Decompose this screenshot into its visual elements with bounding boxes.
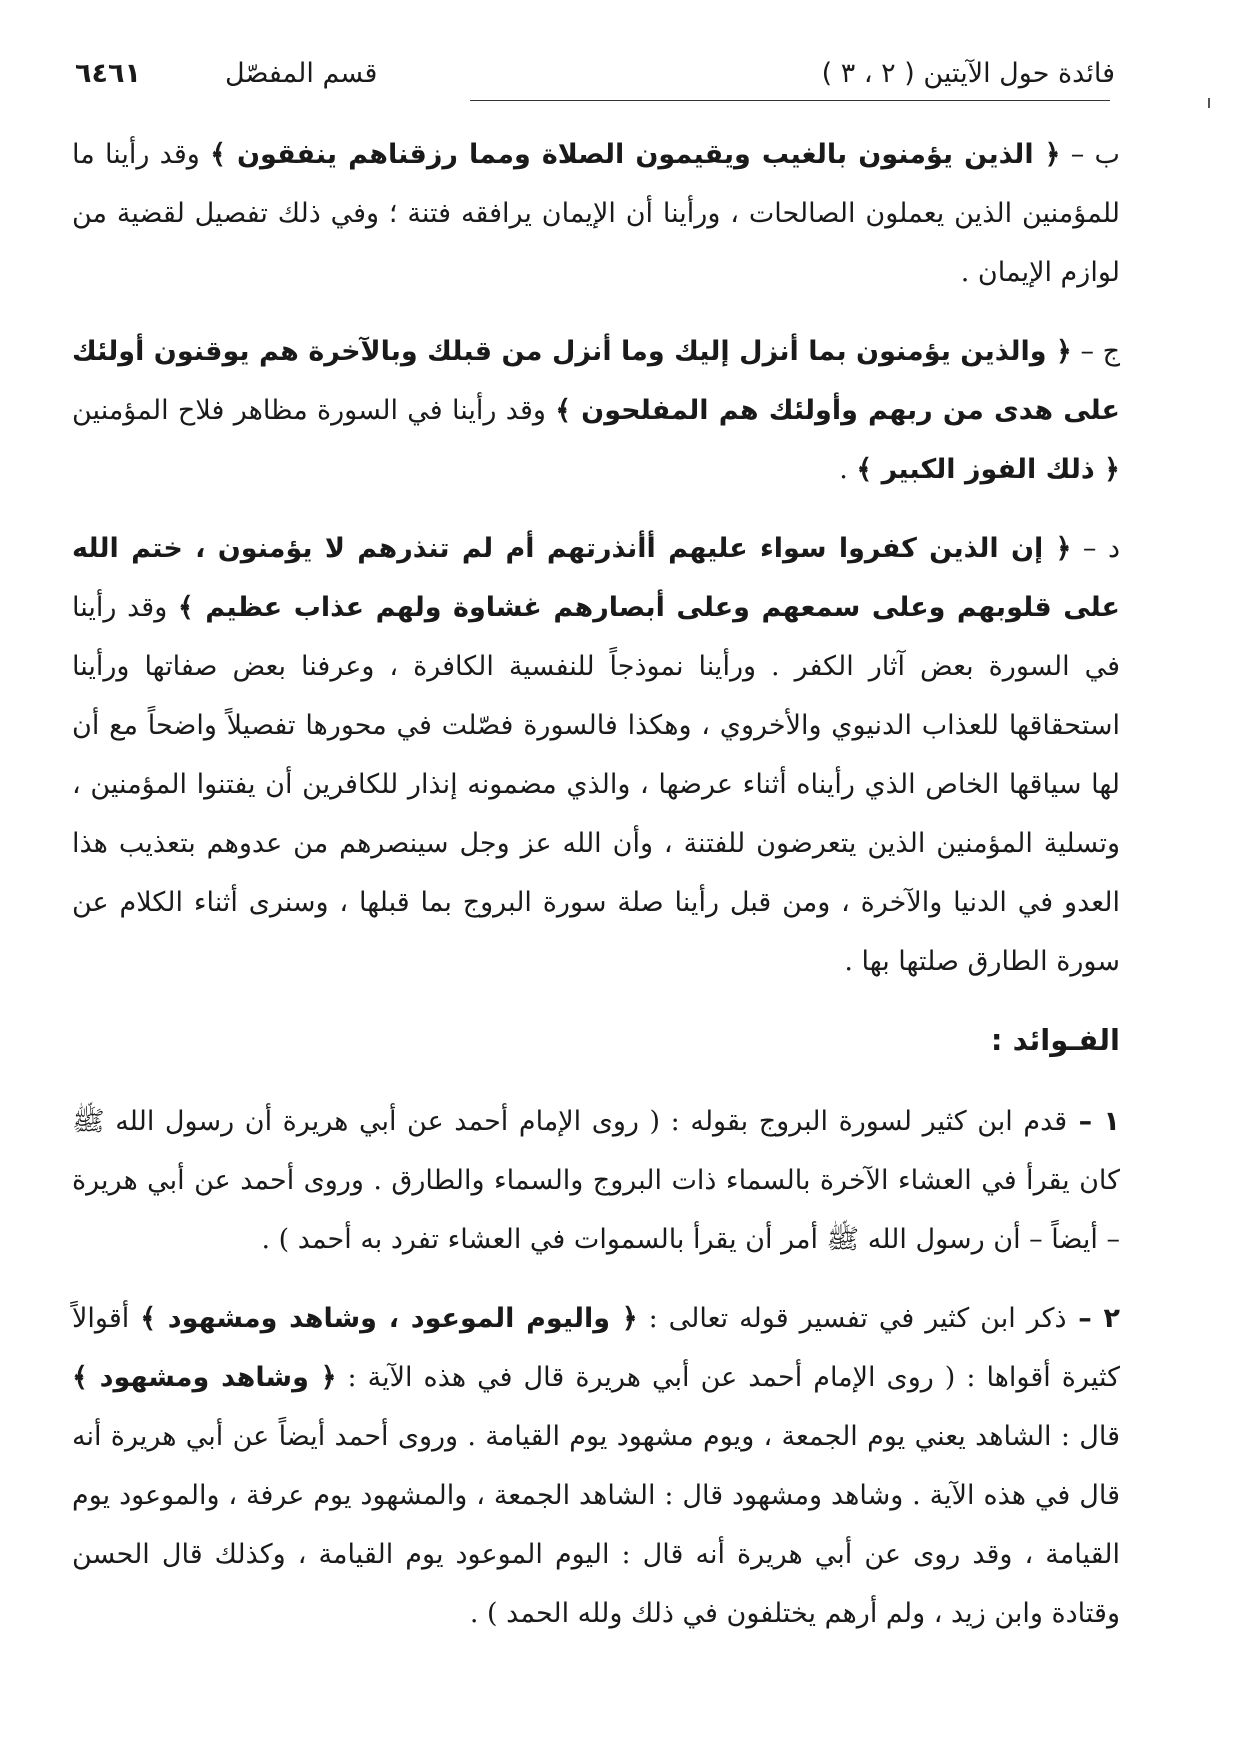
- paragraph-b: [72, 125, 1120, 302]
- item-lead: ٢ –: [1066, 1303, 1120, 1334]
- item-lead: د –: [1071, 533, 1120, 564]
- header-rule: [470, 100, 1110, 101]
- paragraph-text: أقوالاً كثيرة أقواها : ( روى الإمام أحمد عن أبي هريرة قال في هذه الآية :: [72, 1303, 1120, 1393]
- section-name: قسم المفصّل: [225, 58, 378, 89]
- paragraph-j: [72, 322, 1120, 499]
- quran-quote: ﴿ وشاهد ومشهود ﴾: [72, 1362, 337, 1393]
- item-lead: ١ –: [1067, 1106, 1120, 1137]
- fawaid-heading: الفـوائد :: [990, 1023, 1120, 1057]
- quran-quote: ﴿ الذين يؤمنون بالغيب ويقيمون الصلاة ومما رزقناهم ينفقون ﴾: [210, 139, 1061, 170]
- page-number: ٦٤٦١: [75, 58, 141, 89]
- paragraph-text: ذكر ابن كثير في تفسير قوله تعالى :: [637, 1303, 1067, 1334]
- paragraph-d: [72, 519, 1120, 991]
- item-lead: ج –: [1071, 336, 1121, 367]
- paragraph-text: قدم ابن كثير لسورة البروج بقوله : ( روى الإمام أحمد عن أبي هريرة أن رسول الله ﷺ كان يقرأ في العشاء الآخرة بالسماء ذات البروج والسماء والطارق . وروى أحمد عن أبي هريرة – أيضاً – أن رسول الله ﷺ أمر أن يقرأ بالسموات في العشاء تفرد به أحمد ) .: [72, 1106, 1120, 1255]
- paragraph-text: وقد رأينا في السورة مظاهر فلاح المؤمنين: [72, 395, 556, 426]
- paragraph-text: قال : الشاهد يعني يوم الجمعة ، ويوم مشهود يوم القيامة . وروى أحمد أيضاً عن أبي هريرة أنه قال في هذه الآية . وشاهد ومشهود قال : الشاهد الجمعة ، والمشهود يوم عرفة ، والموعود يوم القيامة ، وقد روى عن أبي هريرة أنه قال : اليوم الموعود يوم القيامة ، وكذلك قال الحسن وقتادة وابن زيد ، ولم أرهم يختلفون في ذلك ولله الحمد ) .: [72, 1421, 1120, 1629]
- page-header: [75, 58, 1115, 98]
- benefit-1: [72, 1092, 1120, 1269]
- paragraph-text: وقد رأينا في السورة بعض آثار الكفر . ورأينا نموذجاً للنفسية الكافرة ، وعرفنا بعض صفاتها ورأينا استحقاقها للعذاب الدنيوي والأخروي ، وهكذا فالسورة فصّلت في محورها تفصيلاً واضحاً مع أن لها سياقها الخاص الذي رأيناه أثناء عرضها ، والذي مضمونه إنذار للكافرين أن يفتنوا المؤمنين ، وتسلية المؤمنين الذين يتعرضون للفتنة ، وأن الله عز وجل سينصرهم من عدوهم بتعذيب هذا العدو في الدنيا والآخرة ، ومن قبل رأينا صلة سورة البروج بما قبلها ، وسنرى أثناء الكلام عن سورة الطارق صلتها بها .: [72, 592, 1120, 977]
- running-title: فائدة حول الآيتين ( ٢ ، ٣ ): [821, 58, 1115, 89]
- benefit-2: [72, 1289, 1120, 1643]
- quran-quote: ﴿ إن الذين كفروا سواء عليهم أأنذرتهم أم لم تنذرهم لا يؤمنون ، ختم الله على قلوبهم وعلى سمعهم وعلى أبصارهم غشاوة ولهم عذاب عظيم ﴾: [72, 533, 1120, 623]
- scan-edge-mark: [1208, 98, 1210, 108]
- document-body: [72, 125, 1120, 1663]
- paragraph-text: .: [839, 454, 857, 485]
- item-lead: ب –: [1060, 139, 1120, 170]
- quran-quote: ﴿ ذلك الفوز الكبير ﴾: [856, 454, 1120, 485]
- paragraph-text: وقد رأينا ما للمؤمنين الذين يعملون الصالحات ، ورأينا أن الإيمان يرافقه فتنة ؛ وفي ذلك تفصيل لقضية من لوازم الإيمان .: [72, 139, 1120, 288]
- quran-quote: ﴿ واليوم الموعود ، وشاهد ومشهود ﴾: [140, 1303, 638, 1334]
- quran-quote: ﴿ والذين يؤمنون بما أنزل إليك وما أنزل من قبلك وبالآخرة هم يوقنون أولئك على هدى من ربهم وأولئك هم المفلحون ﴾: [72, 336, 1120, 426]
